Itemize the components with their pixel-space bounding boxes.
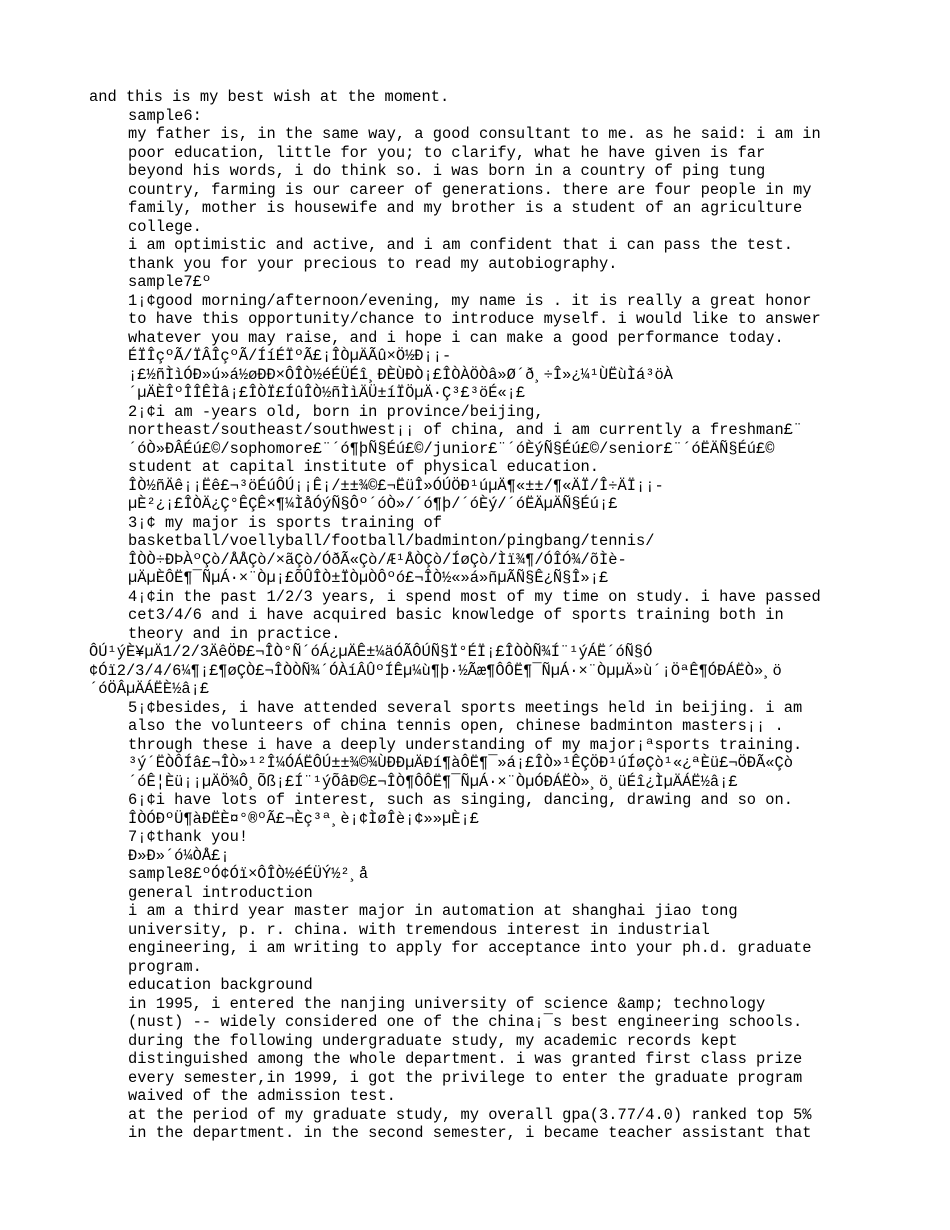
text-line: ÎÒÓÐºÜ¶àÐËÈ¤°®ºÃ£¬Èç³ª¸è¡¢ÌøÎè¡¢»»µÈ¡£ [128, 809, 479, 828]
text-line: ÎÒ½ñÄê¡¡Ëê£¬³öÉúÔÚ¡¡Ê¡/±±¾©£¬ËüÎ»ÓÚÖÐ¹úµÄ¶«±±/¶«ÄÏ/Î÷ÄÏ¡¡- [128, 476, 664, 495]
text-line: in 1995, i entered the nanjing university of science &amp; technology [128, 994, 766, 1013]
text-line: university, p. r. china. with tremendous interest in industrial [128, 920, 710, 939]
text-line: ÔÚ¹ýÈ¥µÄ1/2/3ÄêÖÐ£¬ÎÒ°Ñ´óÁ¿µÄÊ±¼äÓÃÔÚÑ§Ï°ÉÏ¡£ÎÒÒÑ¾Í¨¹ýÁË´óÑ§Ó [89, 643, 653, 661]
text-line: ÎÒÒ÷ÐÞÀºÇò/ÅÅÇò/×ãÇò/ÓðÃ«Çò/Æ¹ÅÒÇò/ÍøÇò/Ìï¾¶/ÓÎÓ¾/õÌè- [128, 550, 627, 569]
document-text [89, 88, 889, 1143]
text-line: ¡£½ñÌìÓÐ»ú»á½øÐÐ×ÔÎÒ½éÉÜÉî¸ÐÈÙÐÒ¡£ÎÒÀÖÒâ»Ø´ð¸÷Î»¿¼¹ÙËùÌá³öÀ [128, 365, 673, 384]
text-line: to have this opportunity/chance to introduce myself. i would like to answer [128, 310, 821, 328]
text-line: at the period of my graduate study, my overall gpa(3.77/4.0) ranked top 5% [128, 1105, 812, 1124]
text-line: engineering, i am writing to apply for acceptance into your ph.d. graduate [128, 939, 812, 957]
text-line: beyond his words, i do think so. i was born in a country of ping tung [128, 162, 766, 180]
text-line: 7¡¢thank you! [128, 828, 249, 846]
text-line: ´µÄÈÎºÎÎÊÌâ¡£ÎÒÏ£ÍûÎÒ½ñÌìÄÜ±íÏÖµÄ·Ç³£³öÉ«¡£ [128, 384, 526, 402]
text-line: ´óÒ»ÐÂÉú£©/sophomore£¨´ó¶þÑ§Éú£©/junior£¨´óÈýÑ§Éú£©/senior£¨´óËÄÑ§Éú£© [128, 439, 775, 458]
text-line: µÈ²¿¡£ÎÒÄ¿Ç°ÊÇÊ×¶¼ÌåÓýÑ§Ôº´óÒ»/´ó¶þ/´óÈý/´óËÄµÄÑ§Éú¡£ [128, 495, 618, 513]
text-line: theory and in practice. [128, 624, 341, 643]
text-line: distinguished among the whole department. i was granted first class prize [128, 1050, 803, 1068]
text-line: whatever you may raise, and i hope i can make a good performance today. [128, 328, 784, 347]
text-line: ÉÏÎçºÃ/ÏÂÎçºÃ/ÍíÉÏºÃ£¡ÎÒµÄÃû×Ö½Ð¡¡- [128, 347, 452, 365]
text-line: during the following undergraduate study, my academic records kept [128, 1031, 738, 1050]
text-line: µÄµÈÔË¶¯ÑµÁ·×¨Òµ¡£ÕÛÎÒ±ÏÒµÒÔºó£¬ÎÒ½«»á»ñµÃÑ§Ê¿Ñ§Î»¡£ [128, 569, 609, 587]
text-line: sample6: [128, 106, 202, 125]
text-line: sample7£º [128, 273, 212, 291]
text-line: (nust) -- widely considered one of the china¡¯s best engineering schools. [128, 1013, 803, 1031]
text-line: country, farming is our career of generations. there are four people in my [128, 180, 812, 199]
text-line: through these i have a deeply understanding of my major¡ªsports training. [128, 735, 803, 754]
text-line: 2¡¢i am -years old, born in province/beijing, [128, 402, 544, 421]
text-line: college. [128, 217, 202, 236]
text-line: my father is, in the same way, a good consultant to me. as he said: i am in [128, 125, 821, 143]
text-line: ¢Óï2/3/4/6¼¶¡£¶øÇÒ£¬ÎÒÒÑ¾´ÓÀíÂÛºÍÊµ¼ù¶þ·½Ãæ¶ÔÔË¶¯ÑµÁ·×¨ÒµµÄ»ù´¡ÖªÊ¶ÓÐÁËÒ»¸ö [89, 661, 782, 680]
text-line: family, mother is housewife and my brother is a student of an agriculture [128, 199, 803, 217]
text-line: education background [128, 976, 313, 994]
text-line: sample8£ºÓ¢Óï×ÔÎÒ½éÉÜÝ½²¸å [128, 865, 369, 883]
text-line: program. [128, 957, 202, 976]
text-line: northeast/southeast/southwest¡¡ of china, and i am currently a freshman£¨ [128, 421, 803, 439]
text-line: cet3/4/6 and i have acquired basic knowledge of sports training both in [128, 606, 784, 624]
text-line: ³ý´ËÒÔÍâ£¬ÎÒ»¹²Î¼ÓÁËÔÚ±±¾©¾ÙÐÐµÄÐí¶àÔË¶¯»á¡£ÎÒ»¹ÊÇÖÐ¹úÍøÇò¹«¿ªÈü£¬ÖÐÃ«Çò [128, 754, 793, 772]
text-line: thank you for your precious to read my autobiography. [128, 254, 618, 273]
text-line: Ð»Ð»´ó¼ÒÅ£¡ [128, 846, 230, 865]
text-line: basketball/voellyball/football/badminton/pingbang/tennis/ [128, 532, 655, 550]
text-line: student at capital institute of physical education. [128, 458, 600, 476]
text-line: every semester,in 1999, i got the privilege to enter the graduate program [128, 1068, 803, 1087]
text-line: 6¡¢i have lots of interest, such as singing, dancing, drawing and so on. [128, 791, 793, 809]
text-line: i am optimistic and active, and i am confident that i can pass the test. [128, 236, 793, 254]
text-line: 5¡¢besides, i have attended several sports meetings held in beijing. i am [128, 698, 803, 717]
text-line: ´óÊ¦Èü¡¡µÄÖ¾Ô¸Õß¡£Í¨¹ýÕâÐ©£¬ÎÒ¶ÔÔË¶¯ÑµÁ·×¨ÒµÓÐÁËÒ»¸ö¸üÉî¿ÌµÄÁË½â¡£ [128, 772, 738, 791]
text-line: also the volunteers of china tennis open, chinese badminton masters¡¡ . [128, 717, 784, 735]
text-line: i am a third year master major in automation at shanghai jiao tong [128, 902, 738, 920]
text-line: 4¡¢in the past 1/2/3 years, i spend most of my time on study. i have passed [128, 587, 821, 606]
text-line: 1¡¢good morning/afternoon/evening, my name is . it is really a great honor [128, 291, 812, 310]
text-line: and this is my best wish at the moment. [89, 88, 450, 106]
text-line: ´óÖÂµÄÁËÈ½â¡£ [89, 680, 210, 698]
text-line: in the department. in the second semester, i became teacher assistant that [128, 1124, 812, 1142]
text-line: waived of the admission test. [128, 1087, 396, 1105]
text-line: general introduction [128, 883, 313, 902]
text-line: poor education, little for you; to clarify, what he have given is far [128, 143, 766, 162]
text-line: 3¡¢ my major is sports training of [128, 513, 443, 532]
